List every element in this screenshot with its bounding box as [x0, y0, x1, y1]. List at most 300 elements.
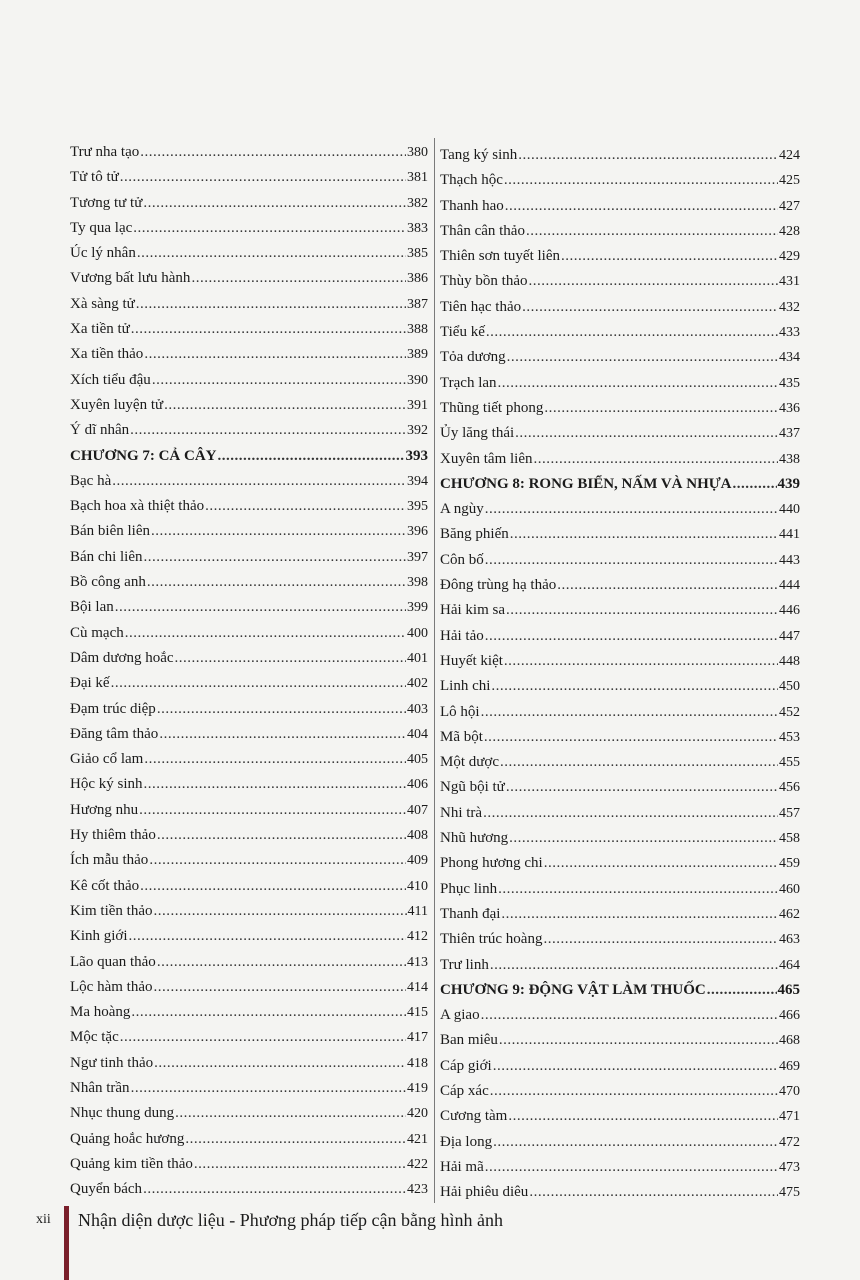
toc-leader-dots — [159, 722, 406, 747]
toc-entry-page: 404 — [407, 726, 428, 742]
toc-entry-title: Thanh đại — [440, 905, 501, 922]
toc-entry-title: Nhân trần — [70, 1079, 130, 1096]
toc-entry-page: 394 — [407, 473, 428, 489]
toc-leader-dots — [499, 1028, 778, 1053]
toc-entry[interactable] — [440, 1054, 800, 1079]
toc-entry-title: Ngũ bội tử — [440, 779, 505, 796]
toc-leader-dots — [164, 393, 406, 418]
toc-entry-page: 436 — [779, 400, 800, 416]
toc-entry[interactable] — [440, 168, 800, 193]
toc-entry-page: 391 — [407, 397, 428, 413]
toc-entry-page: 435 — [779, 375, 800, 391]
toc-entry-title: Thiên sơn tuyết liên — [440, 248, 560, 265]
toc-entry-title: Xa tiền tử — [70, 321, 130, 338]
toc-leader-dots — [507, 345, 778, 370]
toc-leader-dots — [505, 194, 778, 219]
toc-entry-page: 380 — [407, 145, 428, 160]
toc-entry-title: Linh chi — [440, 678, 491, 695]
toc-entry-page: 470 — [779, 1083, 800, 1099]
toc-entry-page: 471 — [779, 1109, 800, 1125]
toc-entry-title: Bạc hà — [70, 472, 112, 489]
toc-entry-title: Băng phiến — [440, 526, 509, 543]
toc-leader-dots — [484, 725, 778, 750]
toc-entry[interactable] — [70, 570, 428, 595]
toc-entry[interactable] — [440, 750, 800, 775]
toc-entry-title: Vương bất lưu hành — [70, 270, 191, 287]
toc-leader-dots — [131, 1000, 406, 1025]
toc-entry-page: 437 — [779, 426, 800, 442]
toc-entry-page: 389 — [407, 347, 428, 363]
toc-right-column — [440, 143, 800, 1205]
toc-entry-title: Tỏa dương — [440, 349, 506, 366]
toc-entry[interactable] — [440, 674, 800, 699]
toc-entry-title: Đại kế — [70, 675, 110, 692]
toc-entry-page: 431 — [779, 274, 800, 290]
toc-entry[interactable] — [70, 1000, 428, 1025]
toc-entry-page: 407 — [407, 802, 428, 818]
toc-entry-page: 411 — [407, 903, 428, 919]
toc-entry[interactable] — [440, 447, 800, 472]
toc-entry-title: Cù mạch — [70, 624, 124, 641]
toc-entry[interactable] — [440, 497, 800, 522]
toc-chapter-heading[interactable] — [70, 444, 428, 469]
toc-entry-page: 428 — [779, 223, 800, 239]
toc-entry-title: Hộc ký sinh — [70, 776, 143, 793]
toc-entry[interactable] — [70, 1051, 428, 1076]
toc-entry[interactable] — [70, 191, 428, 216]
toc-entry-page: 390 — [407, 372, 428, 388]
toc-entry-title: Nhũ hương — [440, 830, 509, 847]
toc-entry-title: Xà sàng tử — [70, 295, 135, 312]
toc-entry-page: 438 — [779, 451, 800, 467]
toc-entry-title: Giảo cổ lam — [70, 751, 144, 768]
toc-entry-page: 429 — [779, 249, 800, 265]
toc-entry-page: 455 — [779, 755, 800, 771]
toc-entry[interactable] — [440, 1130, 800, 1155]
toc-entry-title: Ý dĩ nhân — [70, 422, 130, 439]
toc-entry[interactable] — [440, 269, 800, 294]
toc-leader-dots — [140, 140, 406, 165]
toc-leader-dots — [544, 396, 778, 421]
toc-entry-page: 466 — [779, 1008, 800, 1024]
toc-leader-dots — [125, 621, 406, 646]
toc-entry[interactable] — [440, 598, 800, 623]
toc-entry-page: 418 — [407, 1055, 428, 1071]
toc-entry-page: 403 — [407, 701, 428, 717]
toc-leader-dots — [481, 1003, 778, 1028]
toc-entry[interactable] — [70, 1127, 428, 1152]
toc-leader-dots — [139, 798, 406, 823]
toc-entry-title: Ủy lăng thái — [440, 425, 515, 442]
toc-left-column — [70, 140, 428, 1202]
toc-entry-title: Tang ký sinh — [440, 147, 518, 163]
toc-entry[interactable] — [440, 396, 800, 421]
toc-entry[interactable] — [440, 548, 800, 573]
toc-entry-title: Trạch lan — [440, 374, 497, 391]
toc-chapter-heading[interactable] — [440, 978, 800, 1003]
toc-entry[interactable] — [440, 775, 800, 800]
toc-leader-dots — [491, 674, 778, 699]
toc-leader-dots — [529, 269, 779, 294]
page-footer — [36, 1206, 836, 1280]
toc-entry-page: 415 — [407, 1005, 428, 1021]
toc-entry-page: 386 — [407, 271, 428, 287]
toc-entry[interactable] — [70, 418, 428, 443]
toc-entry-page: 425 — [779, 173, 800, 189]
toc-entry-title: Hải phiêu diêu — [440, 1184, 529, 1201]
toc-entry-page: 433 — [779, 325, 800, 341]
toc-leader-dots — [561, 244, 778, 269]
toc-entry-page: 413 — [407, 954, 428, 970]
toc-entry-page: 405 — [407, 752, 428, 768]
toc-entry-title: Cáp giới — [440, 1057, 492, 1074]
toc-entry-title: Một dược — [440, 754, 499, 771]
toc-entry[interactable] — [70, 798, 428, 823]
toc-entry-title: Cáp xác — [440, 1082, 489, 1099]
toc-entry[interactable] — [70, 241, 428, 266]
toc-entry-title: Mộc tặc — [70, 1029, 119, 1046]
toc-entry[interactable] — [70, 342, 428, 367]
toc-entry-title: A giao — [440, 1007, 480, 1024]
toc-entry[interactable] — [440, 877, 800, 902]
toc-entry-title: Ma hoàng — [70, 1004, 131, 1021]
toc-entry-page: 393 — [405, 447, 428, 464]
toc-leader-dots — [144, 747, 406, 772]
toc-entry[interactable] — [70, 1101, 428, 1126]
toc-entry-title: Kê cốt thảo — [70, 877, 140, 894]
toc-entry-page: 460 — [779, 881, 800, 897]
toc-leader-dots — [485, 548, 778, 573]
toc-leader-dots — [485, 497, 778, 522]
toc-entry-page: 401 — [407, 650, 428, 666]
toc-leader-dots — [133, 216, 406, 241]
toc-entry-title: Xích tiểu đậu — [70, 371, 151, 388]
toc-entry-title: Trư nha tạo — [70, 144, 140, 160]
toc-entry[interactable] — [440, 1028, 800, 1053]
toc-entry-page: 463 — [779, 932, 800, 948]
toc-entry-title: Đạm trúc diệp — [70, 700, 156, 717]
toc-leader-dots — [157, 950, 406, 975]
toc-entry-title: Tử tô tử — [70, 169, 119, 186]
toc-entry-title: Thũng tiết phong — [440, 399, 544, 416]
toc-entry-page: 459 — [779, 856, 800, 872]
toc-entry-page: 395 — [407, 499, 428, 515]
toc-entry[interactable] — [70, 1025, 428, 1050]
toc-entry-title: Quảng kim tiền thảo — [70, 1155, 193, 1172]
footer-page-number: xii — [36, 1212, 51, 1227]
toc-entry-page: 424 — [779, 148, 800, 163]
toc-entry-title: Thanh hao — [440, 197, 504, 214]
toc-leader-dots — [509, 826, 778, 851]
toc-entry-title: CHƯƠNG 9: ĐỘNG VẬT LÀM THUỐC — [440, 981, 706, 998]
toc-leader-dots — [490, 953, 778, 978]
toc-leader-dots — [485, 624, 778, 649]
toc-entry[interactable] — [440, 1079, 800, 1104]
toc-entry[interactable] — [440, 649, 800, 674]
toc-entry[interactable] — [440, 801, 800, 826]
toc-entry-title: Đăng tâm thảo — [70, 725, 159, 742]
toc-entry[interactable] — [70, 924, 428, 949]
toc-entry[interactable] — [440, 700, 800, 725]
toc-entry-page: 423 — [407, 1182, 428, 1198]
toc-leader-dots — [498, 877, 778, 902]
toc-leader-dots — [153, 975, 406, 1000]
toc-leader-dots — [149, 848, 406, 873]
toc-entry[interactable] — [440, 573, 800, 598]
toc-entry[interactable] — [70, 722, 428, 747]
toc-entry-title: Đông trùng hạ thảo — [440, 577, 557, 594]
toc-leader-dots — [131, 317, 406, 342]
toc-entry-page: 409 — [407, 853, 428, 869]
toc-entry[interactable] — [70, 646, 428, 671]
toc-entry-title: Ban miêu — [440, 1032, 498, 1049]
toc-entry[interactable] — [440, 953, 800, 978]
toc-entry-title: Dâm dương hoắc — [70, 649, 174, 666]
toc-entry-title: Lô hội — [440, 703, 480, 720]
footer-accent-bar — [64, 1206, 69, 1280]
toc-entry-title: Quảng hoắc hương — [70, 1130, 185, 1147]
toc-entry-title: Mã bột — [440, 728, 483, 745]
toc-entry[interactable] — [70, 595, 428, 620]
toc-entry[interactable] — [70, 1177, 428, 1202]
toc-entry-page: 465 — [777, 981, 800, 998]
toc-entry[interactable] — [70, 975, 428, 1000]
toc-entry[interactable] — [440, 371, 800, 396]
toc-entry[interactable] — [70, 848, 428, 873]
toc-entry[interactable] — [70, 671, 428, 696]
toc-entry[interactable] — [70, 469, 428, 494]
toc-entry[interactable] — [440, 902, 800, 927]
toc-leader-dots — [506, 775, 778, 800]
toc-entry[interactable] — [70, 317, 428, 342]
toc-leader-dots — [493, 1130, 778, 1155]
toc-entry[interactable] — [70, 519, 428, 544]
toc-entry-page: 441 — [779, 527, 800, 543]
toc-entry[interactable] — [70, 899, 428, 924]
toc-entry-page: 399 — [407, 600, 428, 616]
toc-entry-title: Phục linh — [440, 880, 498, 897]
toc-leader-dots — [154, 1051, 406, 1076]
toc-entry-title: Lộc hàm thảo — [70, 978, 153, 995]
toc-entry[interactable] — [440, 421, 800, 446]
toc-entry-title: CHƯƠNG 8: RONG BIỂN, NẤM VÀ NHỰA — [440, 475, 732, 492]
toc-leader-dots — [151, 519, 406, 544]
toc-entry-page: 446 — [779, 603, 800, 619]
toc-leader-dots — [154, 899, 407, 924]
toc-entry-title: Thiên trúc hoàng — [440, 931, 543, 948]
toc-entry-page: 398 — [407, 575, 428, 591]
toc-entry-title: Quyển bách — [70, 1181, 143, 1198]
toc-entry[interactable] — [440, 725, 800, 750]
toc-leader-dots — [194, 1152, 406, 1177]
toc-entry-page: 392 — [407, 423, 428, 439]
toc-entry[interactable] — [70, 140, 428, 165]
toc-leader-dots — [481, 700, 778, 725]
toc-leader-dots — [501, 902, 778, 927]
toc-entry[interactable] — [70, 292, 428, 317]
toc-entry-title: Bán chi liên — [70, 548, 143, 565]
toc-leader-dots — [205, 494, 406, 519]
toc-entry-page: 396 — [407, 524, 428, 540]
toc-entry-title: Huyết kiệt — [440, 652, 503, 669]
toc-entry-title: Xa tiền thảo — [70, 346, 144, 363]
toc-entry-title: Xuyên luyện tử — [70, 396, 164, 413]
toc-entry[interactable] — [70, 747, 428, 772]
toc-entry-page: 420 — [407, 1106, 428, 1122]
toc-entry[interactable] — [440, 1180, 800, 1205]
footer-book-title: Nhận diện dược liệu - Phương pháp tiếp cận bằng hình ảnh — [78, 1210, 503, 1230]
toc-entry[interactable] — [70, 494, 428, 519]
toc-entry-page: 406 — [407, 777, 428, 793]
toc-entry-title: Úc lý nhân — [70, 245, 136, 262]
toc-entry-title: Cương tàm — [440, 1108, 508, 1125]
toc-entry-title: Thân cân thảo — [440, 222, 525, 239]
toc-entry[interactable] — [440, 851, 800, 876]
toc-entry-page: 382 — [407, 195, 428, 211]
toc-leader-dots — [515, 421, 778, 446]
toc-entry[interactable] — [70, 772, 428, 797]
column-divider — [434, 138, 435, 1203]
toc-entry-page: 402 — [407, 676, 428, 692]
toc-entry-title: Ty qua lạc — [70, 219, 133, 236]
toc-entry-page: 457 — [779, 805, 800, 821]
toc-entry[interactable] — [440, 1155, 800, 1180]
toc-entry-page: 387 — [407, 296, 428, 312]
toc-entry-title: Địa long — [440, 1133, 493, 1150]
toc-entry-page: 468 — [779, 1033, 800, 1049]
toc-entry-page: 439 — [777, 475, 800, 492]
toc-leader-dots — [522, 295, 778, 320]
toc-entry-title: Xuyên tâm liên — [440, 450, 533, 467]
toc-entry[interactable] — [440, 320, 800, 345]
toc-entry-page: 450 — [779, 679, 800, 695]
toc-leader-dots — [533, 447, 778, 472]
toc-entry[interactable] — [440, 624, 800, 649]
toc-entry[interactable] — [70, 1076, 428, 1101]
toc-entry-page: 452 — [779, 704, 800, 720]
toc-leader-dots — [130, 418, 406, 443]
toc-entry-page: 421 — [407, 1131, 428, 1147]
toc-entry[interactable] — [70, 393, 428, 418]
toc-leader-dots — [498, 371, 778, 396]
toc-entry-title: Nhi trà — [440, 804, 483, 821]
toc-entry-page: 475 — [779, 1185, 800, 1201]
toc-entry-page: 472 — [779, 1134, 800, 1150]
toc-leader-dots — [144, 772, 407, 797]
toc-leader-dots — [131, 1076, 406, 1101]
toc-leader-dots — [140, 874, 406, 899]
toc-entry-title: Hương nhu — [70, 801, 139, 818]
toc-entry-title: Bồ công anh — [70, 574, 146, 591]
toc-entry[interactable] — [440, 826, 800, 851]
toc-entry-page: 473 — [779, 1159, 800, 1175]
toc-entry[interactable] — [440, 927, 800, 952]
toc-leader-dots — [157, 823, 406, 848]
toc-entry[interactable] — [440, 194, 800, 219]
toc-leader-dots — [529, 1180, 778, 1205]
toc-entry[interactable] — [440, 1104, 800, 1129]
toc-entry-page: 385 — [407, 246, 428, 262]
toc-entry-page: 400 — [407, 625, 428, 641]
toc-entry-page: 434 — [779, 350, 800, 366]
toc-entry-title: Tiểu kế — [440, 324, 485, 341]
toc-entry[interactable] — [440, 143, 800, 168]
toc-entry-page: 440 — [779, 502, 800, 518]
toc-entry[interactable] — [70, 545, 428, 570]
toc-entry[interactable] — [440, 244, 800, 269]
toc-entry[interactable] — [70, 874, 428, 899]
toc-entry-page: 412 — [407, 929, 428, 945]
toc-leader-dots — [500, 750, 778, 775]
toc-entry-page: 427 — [779, 198, 800, 214]
toc-leader-dots — [143, 191, 406, 216]
toc-entry[interactable] — [440, 522, 800, 547]
toc-entry[interactable] — [440, 295, 800, 320]
toc-entry-title: Thạch hộc — [440, 172, 503, 189]
toc-leader-dots — [175, 1101, 406, 1126]
toc-entry-page: 410 — [407, 878, 428, 894]
toc-chapter-heading[interactable] — [440, 472, 800, 497]
toc-entry-page: 417 — [407, 1030, 428, 1046]
toc-entry[interactable] — [440, 1003, 800, 1028]
toc-entry-page: 422 — [407, 1156, 428, 1172]
toc-entry[interactable] — [70, 266, 428, 291]
toc-entry-page: 381 — [407, 170, 428, 186]
toc-entry-page: 432 — [779, 299, 800, 315]
toc-entry[interactable] — [440, 345, 800, 370]
toc-entry-title: Tương tư tử — [70, 194, 143, 211]
toc-entry[interactable] — [70, 1152, 428, 1177]
toc-entry-title: Tiên hạc thảo — [440, 298, 522, 315]
toc-leader-dots — [557, 573, 778, 598]
toc-entry[interactable] — [70, 950, 428, 975]
toc-entry-title: Hải kim sa — [440, 602, 505, 619]
toc-entry[interactable] — [70, 697, 428, 722]
toc-entry-title: CHƯƠNG 7: CẢ CÂY — [70, 447, 217, 464]
toc-leader-dots — [707, 978, 777, 1003]
toc-entry-page: 464 — [779, 957, 800, 973]
toc-entry-page: 453 — [779, 729, 800, 745]
toc-leader-dots — [129, 924, 406, 949]
toc-entry[interactable] — [440, 219, 800, 244]
toc-leader-dots — [544, 851, 778, 876]
toc-leader-dots — [504, 649, 778, 674]
toc-entry-title: Kinh giới — [70, 928, 128, 945]
toc-entry-title: Bội lan — [70, 599, 114, 616]
toc-entry[interactable] — [70, 368, 428, 393]
toc-entry[interactable] — [70, 823, 428, 848]
toc-entry[interactable] — [70, 216, 428, 241]
toc-leader-dots — [490, 1079, 778, 1104]
toc-leader-dots — [120, 165, 406, 190]
toc-leader-dots — [143, 1177, 406, 1202]
toc-entry-title: Lão quan thảo — [70, 953, 156, 970]
toc-entry-title: Thùy bồn thảo — [440, 273, 528, 290]
toc-leader-dots — [112, 469, 406, 494]
toc-leader-dots — [733, 472, 777, 497]
toc-entry-title: Hải tảo — [440, 627, 484, 644]
toc-entry-page: 447 — [779, 628, 800, 644]
toc-entry-page: 448 — [779, 653, 800, 669]
toc-entry-title: Côn bố — [440, 551, 484, 568]
toc-entry-page: 408 — [407, 828, 428, 844]
toc-entry[interactable] — [70, 621, 428, 646]
toc-entry-title: Hy thiêm thảo — [70, 827, 156, 844]
toc-entry-title: A ngùy — [440, 501, 484, 518]
toc-entry[interactable] — [70, 165, 428, 190]
toc-entry-title: Ngư tinh thảo — [70, 1054, 154, 1071]
toc-entry-title: Trư linh — [440, 956, 489, 973]
